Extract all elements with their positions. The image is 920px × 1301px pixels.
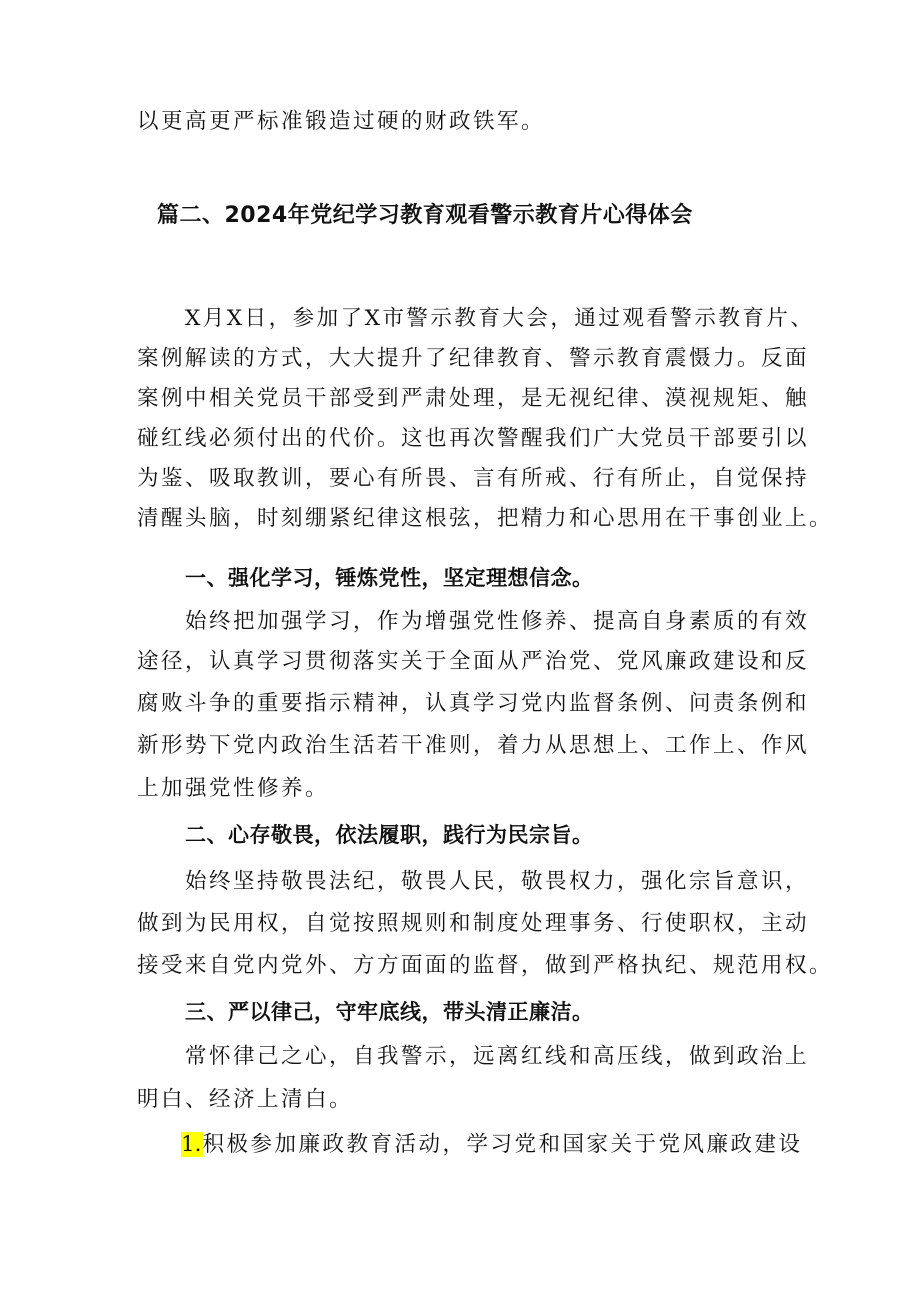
list-item-text: 积极参加廉政教育活动，学习党和国家关于党风廉政建设	[202, 1132, 803, 1157]
paragraph-line: X月X日，参加了X市警示教育大会，通过观看警示教育片、	[185, 306, 815, 331]
paragraph-line: 途径，认真学习贯彻落实关于全面从严治党、党风廉政建设和反	[137, 649, 810, 674]
subheading-1: 一、强化学习，锤炼党性，坚定理想信念。	[185, 566, 594, 590]
paragraph-line: 为鉴、吸取教训，要心有所畏、言有所戒、行有所止，自觉保持	[137, 466, 810, 491]
list-item-1	[181, 1130, 803, 1160]
paragraph-line: 始终坚持敬畏法纪，敬畏人民，敬畏权力，强化宗旨意识，	[185, 869, 810, 894]
paragraph-line: 做到为民用权，自觉按照规则和制度处理事务、行使职权，主动	[137, 911, 810, 936]
paragraph-line: 明白、经济上清白。	[137, 1087, 354, 1112]
paragraph-line: 清醒头脑，时刻绷紧纪律这根弦，把精力和心思用在干事创业上。	[137, 506, 834, 531]
paragraph-line: 碰红线必须付出的代价。这也再次警醒我们广大党员干部要引以	[137, 426, 810, 451]
paragraph-line: 腐败斗争的重要指示精神，认真学习党内监督条例、问责条例和	[137, 691, 810, 716]
paragraph-line: 接受来自党内党外、方方面面的监督，做到严格执纪、规范用权。	[137, 953, 834, 978]
subheading-3: 三、严以律己，守牢底线，带头清正廉洁。	[185, 1000, 594, 1024]
subheading-2: 二、心存敬畏，依法履职，践行为民宗旨。	[185, 823, 594, 847]
paragraph-line: 新形势下党内政治生活若干准则，着力从思想上、工作上、作风	[137, 733, 810, 758]
paragraph-line: 上加强党性修养。	[137, 776, 330, 801]
section-title: 篇二、2024年党纪学习教育观看警示教育片心得体会	[157, 203, 693, 228]
paragraph-line: 案例解读的方式，大大提升了纪律教育、警示教育震慑力。反面	[137, 346, 810, 371]
paragraph-line: 常怀律己之心，自我警示，远离红线和高压线，做到政治上	[185, 1044, 810, 1069]
paragraph-line: 以更高更严标准锻造过硬的财政铁军。	[137, 109, 546, 134]
paragraph-line: 案例中相关党员干部受到严肃处理，是无视纪律、漠视规矩、触	[137, 386, 810, 411]
paragraph-line: 始终把加强学习，作为增强党性修养、提高自身素质的有效	[185, 609, 810, 634]
list-item-number-highlight: 1.	[181, 1132, 202, 1157]
